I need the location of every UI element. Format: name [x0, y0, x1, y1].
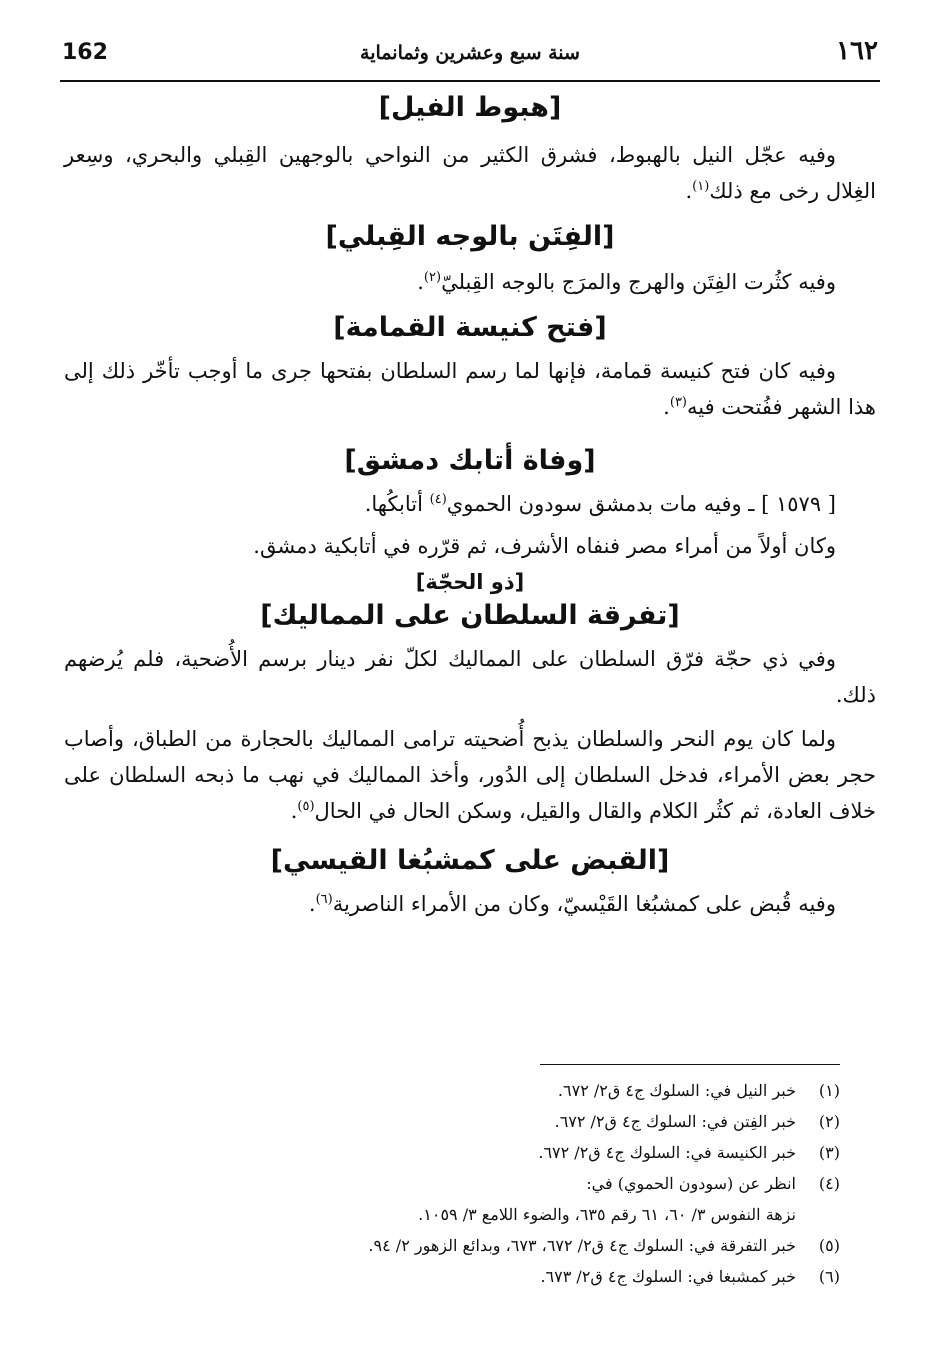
section-heading: [الفِتَن بالوجه القِبلي]: [325, 221, 615, 252]
footnote-marker: (٦): [315, 892, 333, 907]
section-heading: [القبض على كمشبُغا القيسي]: [270, 845, 670, 876]
footnote: (١)خبر النيل في: السلوك ج٤ ق٢/ ٦٧٢.: [557, 1081, 840, 1100]
paragraph: [64, 353, 876, 425]
section-heading: [وفاة أتابك دمشق]: [344, 445, 596, 476]
footnote-marker: (٤): [429, 492, 447, 507]
page-number-arabic: ١٦٢: [836, 36, 878, 66]
footnote-rule: [540, 1064, 840, 1065]
section-heading: [هبوط الفيل]: [378, 92, 562, 123]
paragraph-text: .: [663, 395, 670, 419]
paragraph-text: [ ١٥٧٩ ] ـ وفيه مات بدمشق سودون الحموي: [446, 492, 836, 516]
main-text: [64, 92, 876, 922]
footnote: (٤)انظر عن (سودون الحموي) في:: [586, 1174, 840, 1193]
footnote: (٣)خبر الكنيسة في: السلوك ج٤ ق٢/ ٦٧٢.: [538, 1143, 840, 1162]
page-number-latin: 162: [62, 40, 108, 65]
footnote-marker: (٥): [297, 799, 315, 814]
footnote-marker: (٢): [423, 270, 442, 285]
paragraph: [64, 137, 876, 209]
footnote: (٢)خبر الفِتن في: السلوك ج٤ ق٢/ ٦٧٢.: [554, 1112, 840, 1131]
paragraph-text: ولما كان يوم النحر والسلطان يذبح أُضحيته ترامى المماليك بالحجارة من الطباق، وأصاب حجر بعض الأمراء، فدخل السلطان إلى الدُور، وأخذ المماليك في نهب ما ذبحه السلطان على خلاف العادة، ثم كثُر الكلام والقال والقيل، وسكن الحال في الحال: [64, 727, 876, 823]
paragraph-text: أتابكُها.: [364, 492, 430, 516]
paragraph: [64, 886, 876, 922]
month-heading: [ذو الحجّة]: [415, 570, 525, 594]
running-title: سنة سبع وعشرين وثمانماية: [360, 42, 580, 64]
paragraph-text: .: [685, 179, 693, 203]
footnote-marker: (١): [692, 179, 710, 194]
paragraph: [64, 721, 876, 829]
paragraph-text: وفيه قُبض على كمشبُغا القَيْسيّ، وكان من الأمراء الناصرية: [332, 892, 836, 916]
paragraph: وفي ذي حجّة فرّق السلطان على المماليك لكلّ نفر دينار برسم الأُضحية، فلم يُرضهم ذلك.: [64, 647, 876, 707]
footnote: (٦)خبر كمشبغا في: السلوك ج٤ ق٢/ ٦٧٣.: [540, 1267, 840, 1286]
footnotes: [64, 1064, 840, 1292]
section-heading: [تفرقة السلطان على المماليك]: [260, 600, 680, 631]
paragraph: وكان أولاً من أمراء مصر فنفاه الأشرف، ثم قرّره في أتابكية دمشق.: [253, 534, 836, 558]
section-heading: [فتح كنيسة القمامة]: [333, 312, 607, 343]
paragraph-text: وفيه عجّل النيل بالهبوط، فشرق الكثير من النواحي بالوجهين القِبلي والبحري، وسِعر الغِلال رخى مع ذلك: [64, 143, 876, 203]
footnote-continuation: نزهة النفوس ٣/ ٦٠، ٦١ رقم ٦٣٥، والضوء اللامع ٣/ ١٠٥٩.: [418, 1205, 796, 1224]
paragraph-text: .: [417, 270, 424, 294]
paragraph-text: .: [308, 892, 316, 916]
footnote: (٥)خبر التفرقة في: السلوك ج٤ ق٢/ ٦٧٢، ٦٧٣، وبدائع الزهور ٢/ ٩٤.: [368, 1236, 840, 1255]
page-header: [60, 30, 880, 82]
paragraph-text: .: [290, 799, 298, 823]
paragraph-text: وفيه كان فتح كنيسة قمامة، فإنها لما رسم السلطان بفتحها جرى ما أوجب تأخّر ذلك إلى هذا الشهر ففُتحت فيه: [64, 359, 876, 419]
paragraph: [64, 486, 876, 522]
footnote-marker: (٣): [669, 395, 687, 410]
paragraph-text: وفيه كثُرت الفِتَن والهرج والمرَج بالوجه القِبليّ: [441, 270, 836, 294]
paragraph: [64, 264, 876, 300]
